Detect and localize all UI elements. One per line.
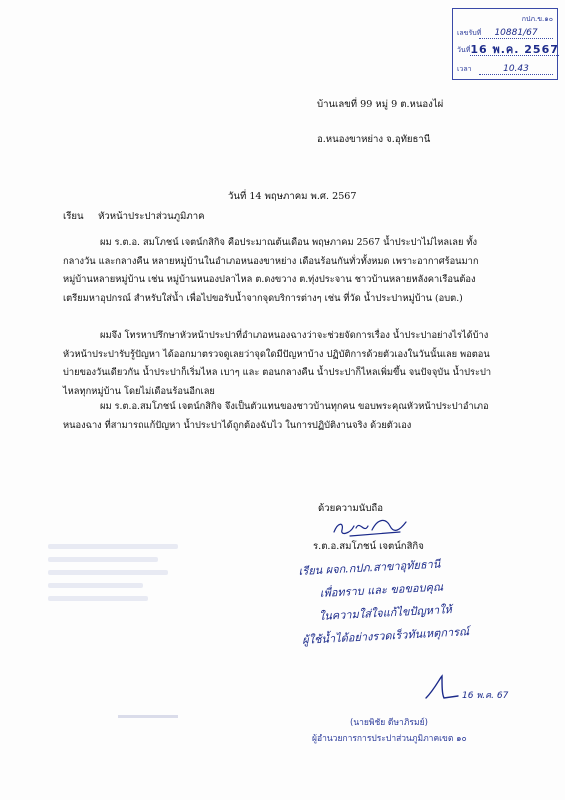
bleed-through-marks: [48, 544, 198, 624]
body-paragraph-2: [63, 327, 503, 401]
official-signature: [420, 672, 460, 702]
stamp-org: กปภ.ข.๑๐: [521, 15, 553, 23]
official-sign-date: 16 พ.ค. 67: [462, 691, 509, 701]
paragraph-line: บ่ายของวันเดียวกัน น้ำประปาก็เริ่มไหล เบาๆ และ ตอนกลางคืน น้ำประปาก็ไหลเพิ่มขึ้น จนปัจจุบัน น้ำประปา: [63, 367, 492, 378]
stamp-time-label: เวลา: [457, 65, 472, 73]
stamp-number-label: เลขรับที่: [457, 29, 482, 37]
paragraph-line: กลางวัน และกลางคืน หลายหมู่บ้านในอำเภอหนองขาหย่าง เดือนร้อนกันทั่วทั้งหมด เพราะอากาศร้อนมาก: [63, 255, 479, 267]
paragraph-line: ไหลทุกหมู่บ้าน โดยไม่เดือนร้อนอีกเลย: [63, 385, 215, 397]
bleed-through-mark: [118, 715, 178, 718]
paragraph-line: ผม ร.ต.อ.สมโภชน์ เจตน์กสิกิจ จึงเป็นตัวแทนของชาวบ้านทุกคน ขอบพระคุณหัวหน้าประปาอำเภอ: [100, 401, 489, 412]
paragraph-line: หัวหน้าประปารับรู้ปัญหา ได้ออกมาตรวจดูเลยว่าจุดใดมีปัญหาบ้าง ปฏิบัติการด้วยตัวเองในวันนั้นเลย พอตอน: [63, 348, 490, 360]
body-paragraph-1: [63, 234, 503, 308]
closing-phrase: ด้วยความนับถือ: [318, 503, 383, 514]
letter-date: วันที่ 14 พฤษภาคม พ.ศ. 2567: [228, 191, 357, 202]
paragraph-line: เตรียมหาอุปกรณ์ สำหรับใส่น้ำ เพื่อไปขอรับน้ำจากจุดบริการต่างๆ เช่น ที่วัด น้ำประปาหมู่บ้าน (อบต.): [63, 292, 463, 304]
salutation-recipient: หัวหน้าประปาส่วนภูมิภาค: [98, 211, 205, 222]
official-name: (นายพิชัย ดีษาภิรมย์): [350, 718, 428, 728]
paragraph-line: หนองฉาง ที่สามารถแก้ปัญหา น้ำประปาได้ถูกต้องฉับไว ในการปฏิบัติงานจริง ด้วยตัวเอง: [63, 419, 412, 431]
official-title: ผู้อำนวยการการประปาส่วนภูมิภาคเขต ๑๐: [312, 734, 467, 744]
sender-address-line1: บ้านเลขที่ 99 หมู่ 9 ต.หนองไผ่: [317, 99, 444, 110]
paragraph-line: ผม ร.ต.อ. สมโภชน์ เจตน์กสิกิจ คือประมาณต้นเดือน พฤษภาคม 2567 น้ำประปาไม่ไหลเลย ทั้ง: [100, 237, 478, 248]
receipt-stamp: [452, 8, 558, 80]
sender-signature: [330, 512, 410, 540]
paragraph-line: หมู่บ้านหลายหมู่บ้าน เช่น หมู่บ้านหนองปลาไหล ต.ดงขวาง ต.ทุ่งประจาน ชาวบ้านหลายหลังคาเรือนต้อง: [63, 274, 476, 285]
body-paragraph-3: [63, 398, 503, 435]
stamp-number-value: 10881/67: [479, 28, 553, 39]
handwritten-endorsement: [298, 547, 543, 659]
handwritten-line: ผู้ใช้น้ำได้อย่างรวดเร็วทันเหตุการณ์: [301, 625, 470, 647]
sender-address-line2: อ.หนองขาหย่าง จ.อุทัยธานี: [317, 134, 431, 145]
stamp-time-value: 10.43: [479, 64, 553, 75]
paragraph-line: ผมจึง โทรหาปรึกษาหัวหน้าประปาที่อำเภอหนองฉางว่าจะช่วยจัดการเรื่อง น้ำประปาอย่างไรได้บ้าง: [100, 330, 489, 341]
handwritten-line: ในความใส่ใจแก้ไขปัญหาให้: [318, 603, 453, 623]
handwritten-line: เรียน ผจก.กปภ.สาขาอุทัยธานี: [298, 557, 441, 578]
salutation: [63, 210, 205, 224]
salutation-label: เรียน: [63, 211, 84, 222]
stamp-date-label: วันที่: [457, 46, 471, 54]
handwritten-line: เพื่อทราบ และ ขอขอบคุณ: [319, 580, 444, 600]
stamp-date-value: 16 พ.ค. 2567: [470, 43, 559, 56]
signer-name: ร.ต.อ.สมโภชน์ เจตน์กสิกิจ: [313, 541, 424, 552]
